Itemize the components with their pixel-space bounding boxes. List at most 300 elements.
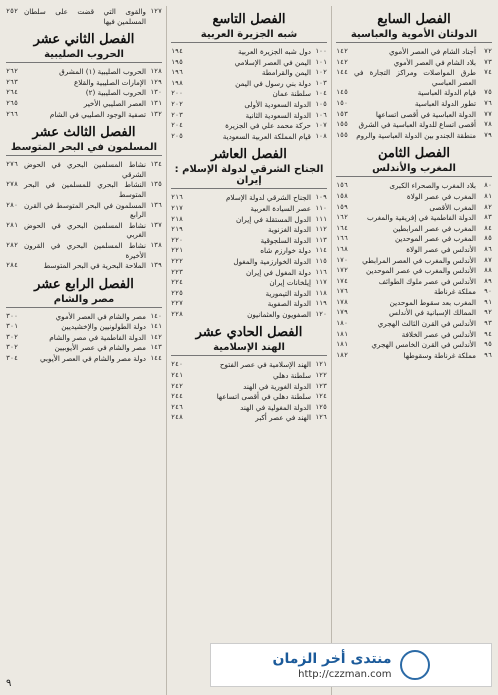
page-ref: ١٩٨ [171,78,183,87]
page-ref: ٢٠٣ [171,110,183,119]
logo-url: http://czzman.com [298,668,392,680]
chapter-title: الفصل التاسع [212,12,286,27]
page-ref: ١٨١ [336,329,348,338]
chapter-title: الفصل الحادي عشر [195,325,303,341]
toc-entry [171,289,327,299]
section-title: المغرب والأندلس [336,163,492,177]
page-ref: ١٥٦ [336,181,348,190]
map-number: ٧٢ [484,47,492,55]
page-ref: ٢٢٢ [171,256,183,265]
map-number: ١١٧ [315,278,327,287]
map-number: ٧٩ [484,130,492,139]
map-number: ١٢٧ [150,7,162,15]
toc-entry [336,110,492,120]
toc-entry [171,392,327,402]
map-number: ٧٧ [484,109,492,118]
page-ref: ٢٧٨ [6,180,18,189]
entry-title: الدولة الفاطمية في إفريقية والمغرب [366,213,476,223]
page-ref: ١٨١ [336,340,348,349]
map-number: ١٣٧ [150,220,162,229]
page-ref: ١٨٢ [336,350,348,359]
page-ref: ١٧٤ [336,276,348,285]
map-number: ١٠١ [315,57,327,66]
map-number: ١٣٩ [150,261,162,270]
page-ref: ١٧٦ [336,287,348,296]
toc-entry [171,268,327,278]
page-ref: ٢٠٢ [171,99,183,108]
page-ref: ١٦٤ [336,223,348,232]
entry-title: الدولة المغولية في الهند [240,402,311,412]
entry-title: مصر والشام في عصر الأيوبيين [54,343,146,353]
toc-entry [336,330,492,340]
map-number: ٩٠ [484,287,492,296]
entry-title: نشاط المسلمين البحري في الحوض الشرقي [24,160,146,179]
toc-entry [336,58,492,68]
entry-title: مملكة غرناطة وسقوطها [403,350,476,360]
page-ref: ٢٤٤ [171,392,183,401]
toc-entry [6,88,162,98]
page-ref: ٢٦٥ [6,98,18,107]
map-number: ٨٥ [484,234,492,243]
logo-title: منتدى أخر الزمان [272,650,392,667]
entry-title: المغرب بعد سقوط الموحدين [389,297,476,307]
page-ref: ٢٨١ [6,220,18,229]
page-ref: ١٧٢ [336,266,348,275]
entry-title: دول شبه الجزيرة العربية [238,47,311,56]
toc-entry [171,382,327,392]
entry-title: النشاط البحري للمسلمين في البحر المتوسط [24,180,146,199]
entry-title: تصفية الوجود الصليبي في الشام [49,109,146,119]
map-number: ١٢٨ [150,67,162,76]
entry-title: اليمن في العصر الإسلامي [234,57,311,67]
toc-entry [336,308,492,318]
page-ref: ١٩٥ [171,57,183,66]
entry-title: اليمن والقرامطة [261,68,311,78]
map-number: ١٠٣ [315,78,327,87]
page-ref: ٢٢٨ [171,309,183,318]
entry-title: منطقة الجندو بين الدولة العباسية والروم [356,130,476,140]
entry-title: الدولة الصفوية [267,299,311,309]
map-number: ٩٥ [484,340,492,349]
entry-title: بلاد الشام في العصر الأموي [393,57,476,67]
page-ref: ١٧٨ [336,297,348,306]
entry-title: الدولة السعودية الأولى [244,99,311,109]
map-number: ١٠٧ [315,121,327,130]
map-number: ١٤١ [150,322,162,331]
page-ref: ٢٨٠ [6,200,18,209]
toc-entry [171,299,327,309]
entry-title: المسلمون في البحر المتوسط في القرن الرابع [24,200,146,220]
map-number: ١٢٤ [315,392,327,401]
map-number: ٨١ [484,191,492,200]
entry-title: نشاط المسلمين البحري في الحوض الغربي [24,220,146,240]
page-ref: ١٦٨ [336,244,348,253]
entry-title: الدولة الغورية في الهند [243,381,311,391]
map-number: ١٣٨ [150,240,162,249]
toc-entry [171,215,327,225]
page-ref: ١٦٦ [336,234,348,243]
section-title: شبه الجزيرة العربية [171,29,327,43]
entry-title: الأندلس في القرن الخامس الهجري [371,340,476,350]
map-number: ١١٥ [315,256,327,265]
chapter-title: الفصل السابع [377,12,451,27]
section-title: الجناح الشرقي لدولة الإسلام : إيران [171,164,327,189]
page-ref: ٣٠٢ [6,332,18,341]
entry-title: المغرب في عصر الموحدين [394,234,476,244]
toc-entry [171,58,327,68]
toc-entry [171,278,327,288]
toc-entry [171,89,327,99]
toc-entry [6,322,162,332]
entry-title: الجناح الشرقي لدولة الإسلام [225,193,311,203]
page-ref: ٢٥٢ [6,7,18,15]
page-ref: ١٥٥ [336,120,348,129]
entry-title: الممالك الإسبانية في الأندلس [389,308,476,318]
toc-entry [171,360,327,370]
toc-entry [6,7,162,26]
toc-entry [336,120,492,130]
toc-entry [336,203,492,213]
entry-title: عصر السيادة العربية [250,203,311,213]
column-right [336,6,492,695]
page-ref: ٢١٨ [171,214,183,223]
page-ref: ٢٠٠ [171,89,183,98]
toc-entry [336,256,492,266]
map-number: ١٣٥ [150,180,162,189]
map-number: ٩٦ [484,350,492,359]
map-number: ١١٣ [315,235,327,244]
chapter-title: الفصل العاشر [211,147,287,163]
entry-title: المغرب في عصر الولاة [406,191,476,201]
toc-entry [336,277,492,287]
page-ref: ١٤٥ [336,88,348,97]
map-number: ١١٦ [315,267,327,276]
map-number: ١٢٣ [315,381,327,390]
toc-entry [6,333,162,343]
map-number: ٧٣ [484,57,492,66]
toc-entry [6,180,162,199]
toc-entry [336,224,492,234]
page-ref: ٢٨٤ [6,261,18,270]
entry-title: طرق المواصلات ومراكز التجارة في العصر العباسي [354,68,476,87]
page-ref: ١٤٤ [336,68,348,77]
toc-entry [171,111,327,121]
toc-entry [6,354,162,364]
map-number: ٧٦ [484,98,492,107]
forum-watermark [210,643,492,687]
entry-title: الأندلس والمغرب في عصر الموحدين [365,266,476,276]
page-ref: ١٥٣ [336,109,348,118]
page-ref: ١٥٠ [336,98,348,107]
map-number: ١٠٦ [315,110,327,119]
map-number: ١٤٢ [150,332,162,341]
entry-title: مملكة غرناطة [434,287,476,297]
map-number: ١٢٥ [315,402,327,411]
entry-title: إيلخانات إيران [269,278,311,288]
map-number: ١٠٠ [315,47,327,55]
map-number: ٧٤ [484,68,492,77]
entry-title: الدولة الغزنوية [268,225,311,235]
page-ref: ٢٤٢ [171,381,183,390]
entry-title: دولة المغول في إيران [246,267,311,277]
entry-title: أجناد الشام في العصر الأموي [389,47,476,56]
map-number: ١١١ [315,214,327,223]
toc-entry [171,204,327,214]
page-ref: ٢٤٠ [171,360,183,369]
entry-title: الحروب الصليبية (٢) [85,88,146,98]
column-left [6,6,167,695]
entry-title: الهند الإسلامية في عصر الفتوح [219,360,311,370]
map-number: ١٤٣ [150,343,162,352]
toc-entry [171,79,327,89]
map-number: ١٢٦ [315,413,327,422]
toc-entry [171,68,327,78]
entry-title: الأندلس في عصر ملوك الطوائف [378,276,476,286]
map-number: ١٢٢ [315,371,327,380]
toc-entry [336,287,492,297]
entry-title: العصر الصليبي الأخير [83,98,146,108]
page-ref: ٢٢٠ [171,235,183,244]
entry-title: الدولة العباسية في أقصى اتساعها [375,109,476,119]
map-number: ٩٣ [484,319,492,328]
page-number: ٩ [6,678,12,689]
page-ref: ٢٤٦ [171,402,183,411]
chapter-title: الفصل الرابع عشر [34,276,134,292]
entry-title: الدولة السعودية الثانية [245,110,311,120]
entry-title: حركة محمد علي في الجزيرة [225,121,311,131]
entry-title: الدولة السلجوقية [260,235,311,245]
toc-entry [171,413,327,423]
page-ref: ١٤٢ [336,57,348,66]
column-middle [171,6,332,695]
entry-title: المغرب الأقصى [429,202,476,212]
entry-title: سلطنة دهلي في أقصى اتساعها [216,392,311,402]
toc-entry [336,298,492,308]
entry-title: بلاد المغرب والصحراء الكبرى [389,181,476,191]
map-number: ١٠٢ [315,68,327,77]
map-number: ١٠٥ [315,99,327,108]
map-number: ٧٨ [484,120,492,129]
toc-entry [171,100,327,110]
page-ref: ١٥٥ [336,130,348,139]
toc-entry [336,192,492,202]
toc-entry [336,213,492,223]
entry-title: سلطنة دهلي [273,371,311,381]
toc-entry [171,257,327,267]
toc-entry [336,234,492,244]
page-ref: ٢٧٦ [6,160,18,169]
entry-title: الدول المستقلة في إيران [236,214,311,224]
toc-entry [6,201,162,220]
page-ref: ٢٢٤ [171,278,183,287]
toc-entry [171,403,327,413]
page-ref: ٢١٩ [171,225,183,234]
entry-title: الأندلس في عصر الولاة [406,244,476,254]
toc-entry [336,68,492,87]
entry-title: الملاحة البحرية في البحر المتوسط [43,261,146,271]
toc-entry [171,246,327,256]
page-ref: ١٤٢ [336,47,348,55]
toc-entry [336,266,492,276]
toc-entry [336,351,492,361]
entry-title: الهند في عصر أكبر [255,413,311,423]
toc-entry [171,225,327,235]
entry-title: الدولة الفاطمية في مصر والشام [49,332,146,342]
page-ref: ٢٢١ [171,246,183,255]
page-ref: ٢٦٢ [6,67,18,76]
map-number: ١١٤ [315,246,327,255]
map-number: ٩١ [484,297,492,306]
toc-entry [6,343,162,353]
section-title: الهند الإسلامية [171,342,327,356]
map-number: ٨٤ [484,223,492,232]
page-ref: ١٥٨ [336,191,348,200]
map-number: ١١٢ [315,225,327,234]
entry-title: مصر والشام في العصر الأموي [55,311,146,321]
page-ref: ١٥٩ [336,202,348,211]
section-title: المسلمون في البحر المتوسط [6,142,162,156]
page-ref: ١٩٦ [171,68,183,77]
toc-entry [6,78,162,88]
page-ref: ٢٨٢ [6,240,18,249]
map-number: ١٠٩ [315,193,327,202]
toc-entry [6,67,162,77]
toc-entry [6,221,162,240]
toc-entry [6,261,162,271]
page-ref: ٢٢٣ [171,267,183,276]
toc-entry [336,99,492,109]
map-number: ٧٥ [484,88,492,97]
map-number: ٨٣ [484,213,492,222]
map-number: ١٢٠ [315,309,327,318]
page-ref: ٢٤٨ [171,413,183,422]
map-number: ١٠٤ [315,89,327,98]
section-title: الدولتان الأموية والعباسية [336,29,492,43]
section-title: مصر والشام [6,294,162,308]
map-number: ١١٠ [315,203,327,212]
entry-title: الصفويون والعثمانيون [247,309,311,319]
page-ref: ٢٠٥ [171,131,183,140]
page-ref: ٢١٦ [171,193,183,202]
chapter-title: الفصل الثامن [377,146,451,162]
page-ref: ٢٤١ [171,371,183,380]
map-number: ١٣٤ [150,160,162,169]
map-number: ١٣٠ [150,88,162,97]
toc-entry [171,193,327,203]
map-number: ٩٢ [484,308,492,317]
map-number: ١١٩ [315,299,327,308]
map-number: ١٤٠ [150,311,162,320]
page-ref: ١٧٩ [336,308,348,317]
entry-title: دولة مصر والشام في العصر الأيوبي [40,354,146,364]
map-number: ١٤٤ [150,354,162,363]
toc-entry [171,371,327,381]
entry-title: دولة خوارزم شاه [260,246,311,256]
map-number: ٨٩ [484,276,492,285]
toc-entry [336,319,492,329]
entry-title: نشاط المسلمين البحري في القرون الأخيرة [24,240,146,260]
page-ref: ٣٠٢ [6,343,18,352]
entry-title: الأندلس في القرن الثالث الهجري [377,319,476,329]
entry-title: أقصى اتساع للدولة العباسية في الشرق [358,120,476,130]
toc-entry [6,99,162,109]
entry-title: قيام الدولة العباسية [417,88,476,98]
toc-entry [6,241,162,260]
entry-title: الإمارات الصليبية والقلاع [74,77,146,87]
toc-entry [171,310,327,320]
chapter-title: الفصل الثاني عشر [33,32,135,48]
toc-entry [336,47,492,57]
page-ref: ٢٦٦ [6,109,18,118]
entry-title: الأندلس والمغرب في العصر المرابطي [362,255,476,265]
entry-title: قيام المملكة العربية السعودية [222,131,311,141]
map-number: ٨٢ [484,202,492,211]
map-number: ٨٠ [484,181,492,190]
section-title: الحروب الصليبية [6,49,162,63]
page-ref: ٢٢٥ [171,288,183,297]
toc-entry [336,131,492,141]
toc-entry [336,245,492,255]
entry-title: تطور الدولة العباسية [414,98,476,108]
page-ref: ٢٠٤ [171,121,183,130]
page-ref: ١٨٠ [336,319,348,328]
page-ref: ٣٠٤ [6,354,18,363]
entry-title: سلطنة عمان [272,89,311,99]
entry-title: والقوى التي قضت على سلطان المسلمين فيها [24,7,146,26]
map-number: ١٣١ [150,98,162,107]
page-ref: ٣٠٠ [6,311,18,320]
entry-title: الدولة التيمورية [265,288,311,298]
map-number: ١٣٦ [150,200,162,209]
entry-title: الحروب الصليبية (١) المشرق [59,67,146,77]
map-number: ١٢٩ [150,77,162,86]
entry-title: دولة الطولونيين والإخشيديين [61,322,146,332]
page-ref: ٣٠١ [6,322,18,331]
entry-title: الدولة الخوارزمية والمغول [233,256,311,266]
map-number: ٩٤ [484,329,492,338]
page-ref: ٢٦٤ [6,88,18,97]
toc-entry [171,47,327,57]
toc-entry [171,236,327,246]
map-number: ١٠٨ [315,131,327,140]
map-number: ٨٧ [484,255,492,264]
map-number: ١١٨ [315,288,327,297]
page-ref: ٢١٧ [171,203,183,212]
chapter-title: الفصل الثالث عشر [32,125,136,141]
toc-entry [6,110,162,120]
toc-entry [6,160,162,179]
toc-entry [171,132,327,142]
entry-title: الأندلس في عصر الخلافة [401,329,476,339]
toc-entry [336,88,492,98]
toc-entry [336,340,492,350]
toc-entry [171,121,327,131]
map-number: ١٣٢ [150,109,162,118]
page-ref: ٢٢٧ [171,299,183,308]
page-ref: ١٧٠ [336,255,348,264]
toc-entry [6,312,162,322]
page-ref: ١٩٤ [171,47,183,55]
entry-title: دولة بني رسول في اليمن [235,78,311,88]
map-number: ١٢١ [315,360,327,369]
page-ref: ٢٦٣ [6,77,18,86]
map-number: ٨٦ [484,244,492,253]
map-number: ٨٨ [484,266,492,275]
toc-entry [336,181,492,191]
entry-title: المغرب في عصر المرابطين [392,223,476,233]
page-ref: ١٦٢ [336,213,348,222]
logo-icon [400,650,430,680]
